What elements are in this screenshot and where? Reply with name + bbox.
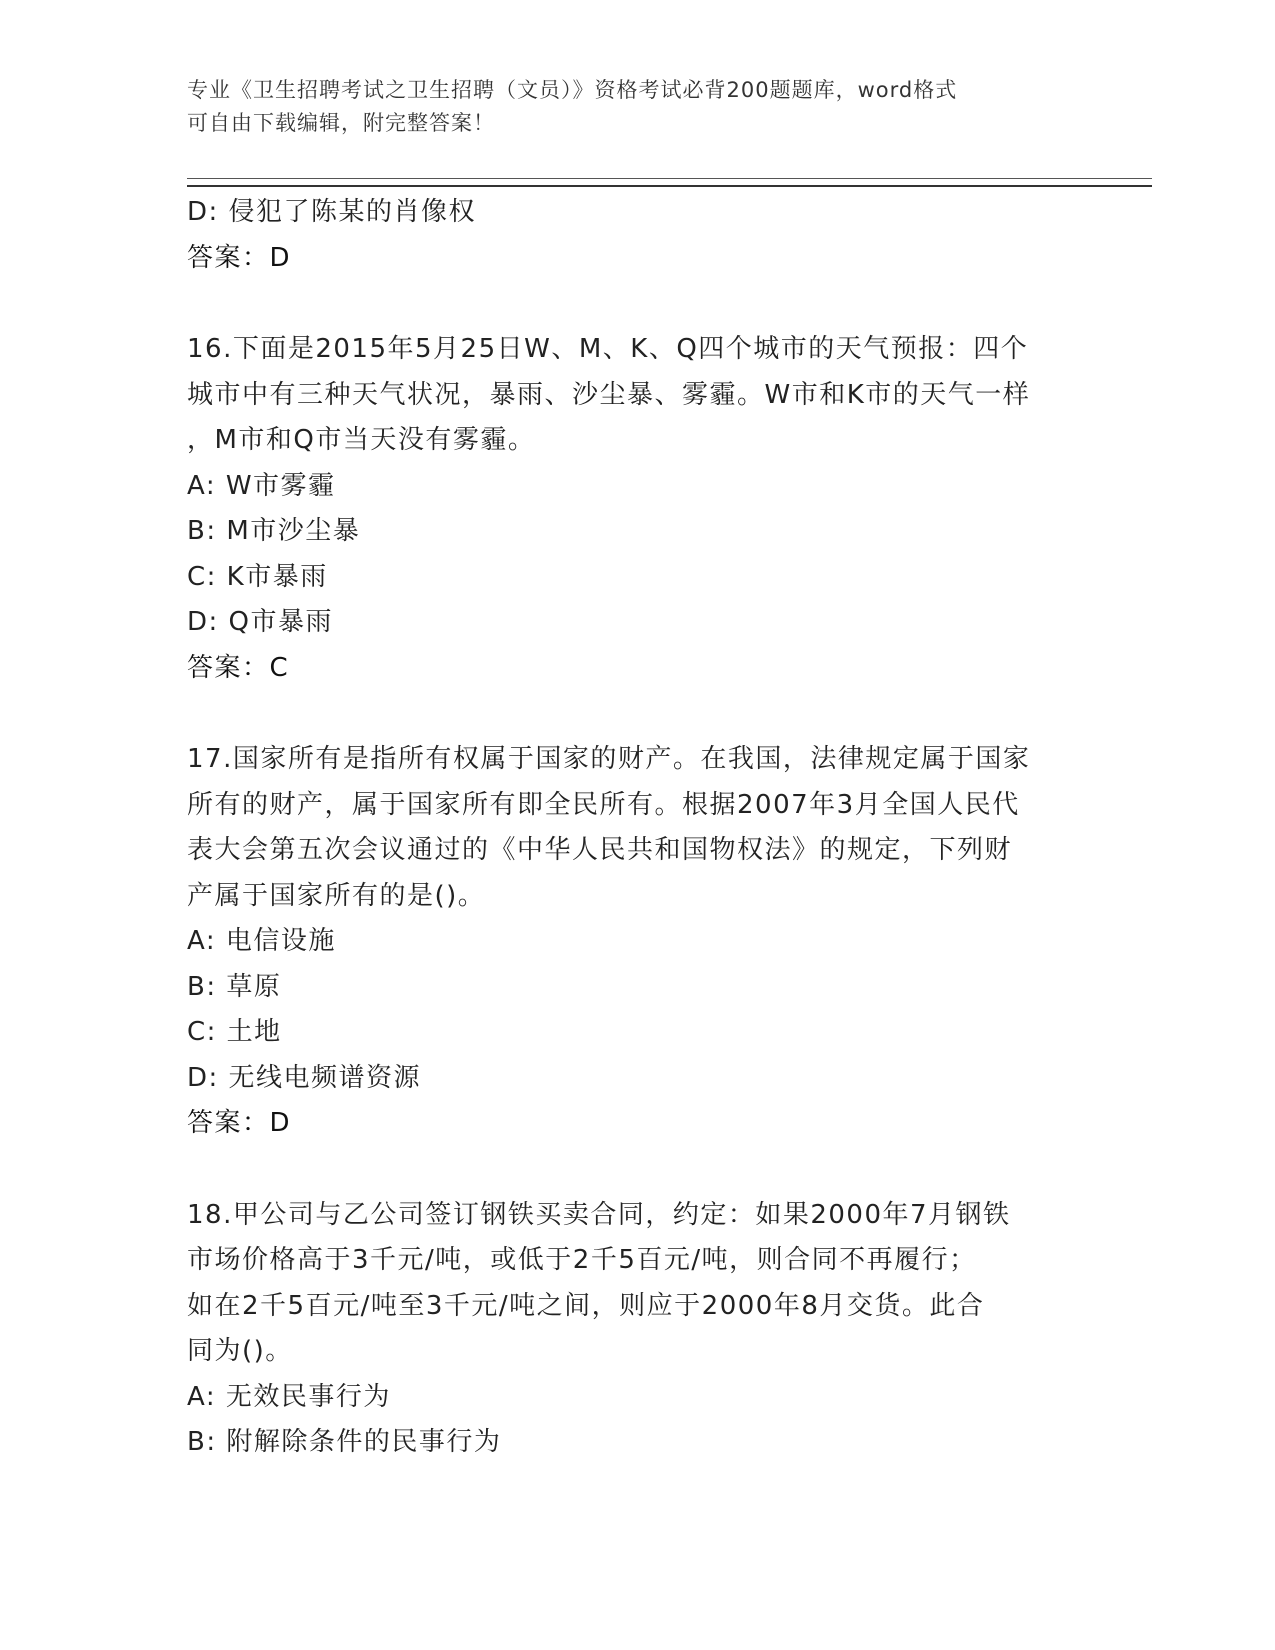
- answer-label: 答案：C: [187, 652, 290, 683]
- question-15-tail: [187, 190, 1077, 281]
- question-stem-line: 市场价格高于3千元/吨，或低于2千5百元/吨，则合同不再履行；: [187, 1245, 977, 1275]
- option-d: D: 侵犯了陈某的肖像权: [187, 197, 477, 227]
- question-17: [187, 737, 1077, 1147]
- option-b: B: 草原: [187, 971, 282, 1002]
- option-d: D: Q市暴雨: [187, 607, 334, 637]
- question-stem-line: 如在2千5百元/吨至3千元/吨之间，则应于2000年8月交货。此合: [187, 1290, 985, 1321]
- header-line-1: 专业《卫生招聘考试之卫生招聘（文员）》资格考试必背200题题库，word格式: [187, 78, 958, 102]
- question-stem-line: 所有的财产，属于国家所有即全民所有。根据2007年3月全国人民代: [187, 789, 1020, 820]
- document-header: [187, 74, 1067, 140]
- question-stem-line: 表大会第五次会议通过的《中华人民共和国物权法》的规定，下列财: [187, 835, 1013, 865]
- question-stem-line: 16.下面是2015年5月25日W、M、K、Q四个城市的天气预报：四个: [187, 334, 1029, 364]
- option-b: B: M市沙尘暴: [187, 516, 361, 546]
- question-stem-line: ，M市和Q市当天没有雾霾。: [187, 425, 536, 455]
- question-stem-line: 17.国家所有是指所有权属于国家的财产。在我国，法律规定属于国家: [187, 744, 1031, 774]
- option-a: A: W市雾霾: [187, 470, 336, 501]
- question-stem-line: 产属于国家所有的是()。: [187, 880, 486, 911]
- question-16: [187, 327, 1077, 691]
- option-a: A: 无效民事行为: [187, 1381, 391, 1412]
- answer-label: 答案：D: [187, 242, 292, 273]
- option-c: C: K市暴雨: [187, 561, 328, 592]
- question-18: [187, 1193, 1077, 1466]
- option-d: D: 无线电频谱资源: [187, 1062, 422, 1093]
- question-stem-line: 18.甲公司与乙公司签订钢铁买卖合同，约定：如果2000年7月钢铁: [187, 1199, 1011, 1230]
- header-divider: [187, 178, 1152, 187]
- option-a: A: 电信设施: [187, 926, 336, 956]
- question-list: [187, 190, 1077, 1466]
- question-stem-line: 同为()。: [187, 1336, 293, 1366]
- answer-label: 答案：D: [187, 1108, 292, 1138]
- header-line-2: 可自由下载编辑，附完整答案！: [187, 111, 495, 135]
- option-b: B: 附解除条件的民事行为: [187, 1427, 502, 1457]
- question-stem-line: 城市中有三种天气状况，暴雨、沙尘暴、雾霾。W市和K市的天气一样: [187, 379, 1031, 410]
- option-c: C: 土地: [187, 1017, 282, 1047]
